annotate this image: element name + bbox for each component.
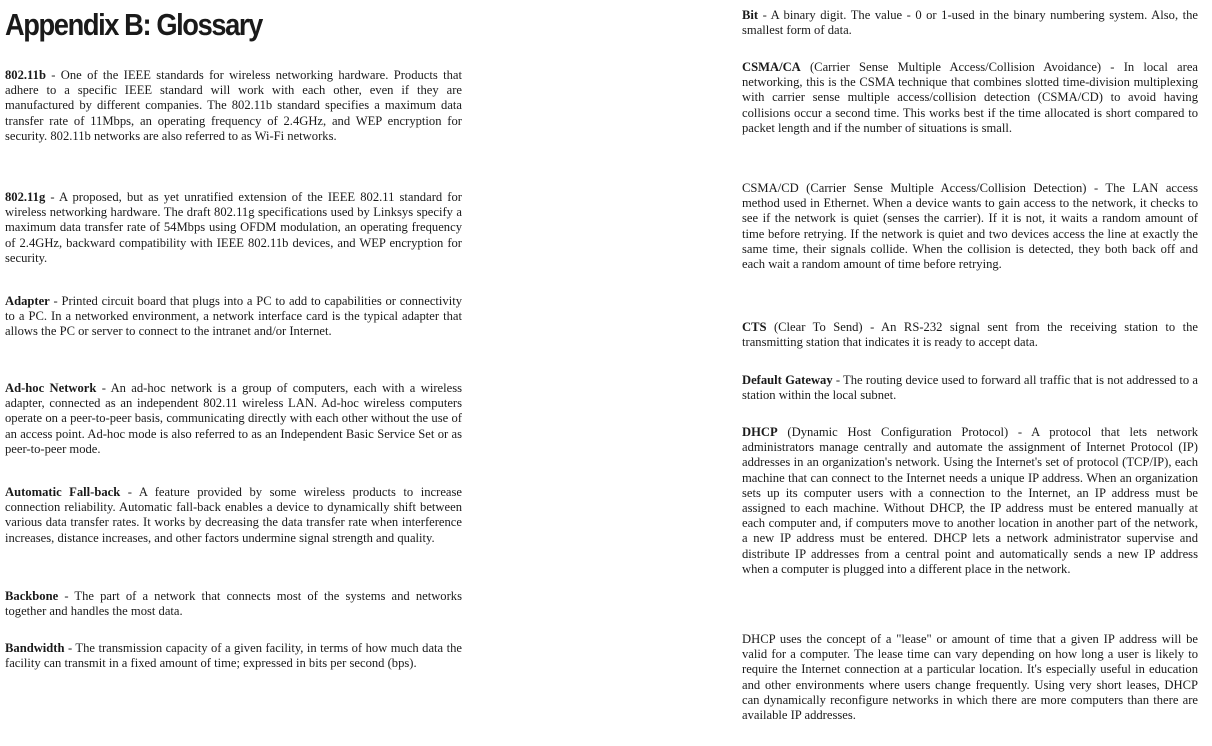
- entry-definition: (Clear To Send) - An RS-232 signal sent from the receiving station to the transmitting station that indicates it is ready to accept data.: [742, 320, 1198, 350]
- entry-definition: - The transmission capacity of a given facility, in terms of how much data the facility can transmit in a fixed amount of time; expressed in bits per second (bps).: [5, 641, 462, 671]
- entry-definition: (Carrier Sense Multiple Access/Collision Avoidance) - In local area networking, this is the CSMA technique that combines slotted time-division multiplexing with carrier sense multiple access/collision detection (CSMA/CD) to avoid having collisions occur a second time. This works best if the time allocated is short compared to packet length and if the number of situations is small.: [742, 60, 1198, 135]
- glossary-entry-802-11b: [5, 68, 462, 144]
- entry-term: Backbone: [5, 589, 59, 603]
- entry-term: Adapter: [5, 294, 50, 308]
- entry-definition: - A proposed, but as yet unratified extension of the IEEE 802.11 standard for wireless networking hardware. The draft 802.11g specifications used by Linksys specify a maximum data transfer rate of 54Mbps using OFDM modulation, an operating frequency of 2.4GHz, backward compatibility with IEEE 802.11b devices, and WEP encryption for security.: [5, 190, 462, 265]
- entry-term: Ad-hoc Network: [5, 381, 97, 395]
- glossary-entry-backbone: [5, 589, 462, 619]
- entry-term: 802.11b: [5, 68, 46, 82]
- entry-definition: (Dynamic Host Configuration Protocol) - A protocol that lets network administrators manage centrally and automate the assignment of Internet Protocol (IP) addresses in an organization's network. Using the Internet's set of protocol (TCP/IP), each machine that can connect to the Internet needs a unique IP address. When an organization sets up its computer users with a connection to the Internet, an IP address must be assigned to each machine. Without DHCP, the IP address must be entered manually at each computer and, if computers move to another location in another part of the network, a new IP address must be entered. DHCP lets a network administrator supervise and distribute IP addresses from a central point and automatically sends a new IP address when a computer is plugged into a different place in the network.: [742, 425, 1198, 576]
- glossary-entry-cts: [742, 320, 1198, 350]
- page-title: Appendix B: Glossary: [5, 7, 262, 42]
- entry-definition: - One of the IEEE standards for wireless networking hardware. Products that adhere to a specific IEEE standard will work with each other, even if they are manufactured by different companies. The 802.11b standard specifies a maximum data transfer rate of 11Mbps, an operating frequency of 2.4GHz, and WEP encryption for security. 802.11b networks are also referred to as Wi-Fi networks.: [5, 68, 462, 143]
- glossary-entry-bandwidth: [5, 641, 462, 671]
- entry-definition: - An ad-hoc network is a group of computers, each with a wireless adapter, connected as an independent 802.11 wireless LAN. Ad-hoc wireless computers operate on a peer-to-peer basis, communicating directly with each other without the use of an access point. Ad-hoc mode is also referred to as an Independent Basic Service Set or as peer-to-peer mode.: [5, 381, 462, 456]
- entry-term: DHCP: [742, 425, 778, 439]
- entry-definition: - A feature provided by some wireless products to increase connection reliability. Automatic fall-back enables a device to dynamically shift between various data transfer rates. It works by decreasing the data transfer rate when interference increases, distance increases, and other factors undermine signal strength and quality.: [5, 485, 462, 545]
- entry-definition: DHCP uses the concept of a "lease" or amount of time that a given IP address will be valid for a computer. The lease time can vary depending on how long a user is likely to require the Internet connection at a particular location. It's especially useful in education and other environments where users change frequently. Using very short leases, DHCP can dynamically reconfigure networks in which there are more computers than there are available IP addresses.: [742, 632, 1198, 723]
- entry-definition: - A binary digit. The value - 0 or 1-used in the binary numbering system. Also, the smallest form of data.: [742, 8, 1198, 38]
- glossary-entry-adapter: [5, 294, 462, 340]
- left-column: [5, 0, 462, 671]
- entry-term: Automatic Fall-back: [5, 485, 121, 499]
- glossary-entry-dhcp-lease: [742, 632, 1198, 723]
- entry-term: 802.11g: [5, 190, 46, 204]
- glossary-entry-bit: [742, 8, 1198, 38]
- entry-term: Bit: [742, 8, 759, 22]
- glossary-entry-default-gateway: [742, 373, 1198, 403]
- entry-term: Default Gateway: [742, 373, 833, 387]
- entry-definition: - The part of a network that connects most of the systems and networks together and handles the most data.: [5, 589, 462, 619]
- glossary-entry-csma-cd: [742, 181, 1198, 272]
- entry-definition: - The routing device used to forward all traffic that is not addressed to a station within the local subnet.: [742, 373, 1198, 403]
- entry-definition: CSMA/CD (Carrier Sense Multiple Access/Collision Detection) - The LAN access method used in Ethernet. When a device wants to gain access to the network, it checks to see if the network is quiet (senses the carrier). If it is not, it waits a random amount of time before retrying. If the network is quiet and two devices access the line at exactly the same time, their signals collide. When the collision is detected, they both back off and each wait a random amount of time before retrying.: [742, 181, 1198, 272]
- glossary-entry-802-11g: [5, 190, 462, 266]
- glossary-entry-ad-hoc-network: [5, 381, 462, 457]
- glossary-entry-csma-ca: [742, 60, 1198, 136]
- entry-term: CSMA/CA: [742, 60, 801, 74]
- glossary-entry-automatic-fall-back: [5, 485, 462, 546]
- entry-term: Bandwidth: [5, 641, 65, 655]
- glossary-entry-dhcp: [742, 425, 1198, 577]
- entry-term: CTS: [742, 320, 767, 334]
- entry-definition: - Printed circuit board that plugs into a PC to add to capabilities or connectivity to a PC. In a networked environment, a network interface card is the typical adapter that allows the PC or server to connect to the intranet and/or Internet.: [5, 294, 462, 339]
